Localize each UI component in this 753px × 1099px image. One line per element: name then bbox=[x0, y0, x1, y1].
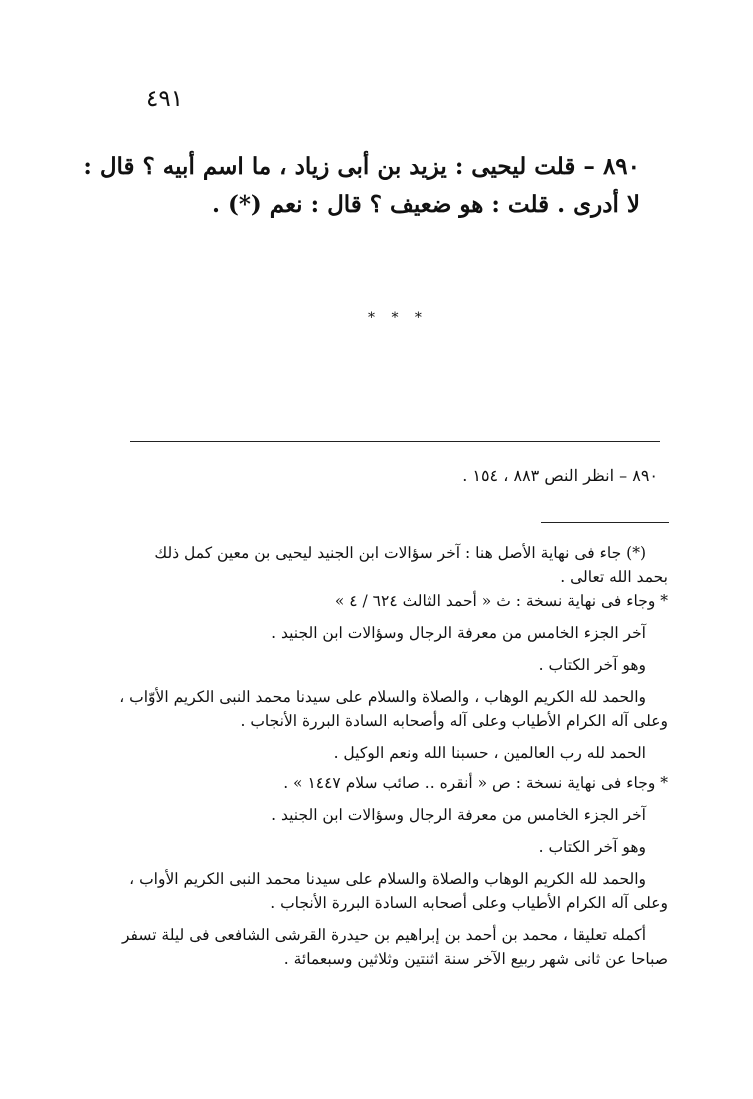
footnote-reference: ٨٩٠ – انظر النص ٨٨٣ ، ١٥٤ . bbox=[462, 466, 658, 485]
note-line: وعلى آله الكرام الأطياب وعلى آله وأصحابه السادة البررة الأنجاب . bbox=[240, 712, 668, 730]
notes-block bbox=[100, 544, 668, 968]
note-line: وهو آخر الكتاب . bbox=[538, 656, 646, 674]
note-line: صباحا عن ثانى شهر ربيع الآخر سنة اثنتين وثلاثين وسبعمائة . bbox=[283, 950, 668, 968]
note-line: * وجاء فى نهاية نسخة : ص « أنقره .. صائب سلام ١٤٤٧ » . bbox=[283, 774, 668, 792]
notes-divider bbox=[541, 522, 669, 523]
footnote-divider bbox=[130, 441, 660, 442]
page-number: ٤٩١ bbox=[146, 86, 184, 112]
note-line: آخر الجزء الخامس من معرفة الرجال وسؤالات ابن الجنيد . bbox=[271, 806, 646, 824]
note-line: الحمد لله رب العالمين ، حسبنا الله ونعم الوكيل . bbox=[333, 744, 646, 762]
note-line: والحمد لله الكريم الوهاب والصلاة والسلام على سيدنا محمد النبى الكريم الأواب ، bbox=[129, 870, 646, 888]
note-line: بحمد الله تعالى . bbox=[560, 568, 668, 586]
note-line: والحمد لله الكريم الوهاب ، والصلاة والسلام على سيدنا محمد النبى الكريم الأوّاب ، bbox=[119, 688, 646, 706]
entry-line-1: ٨٩٠ – قلت ليحيى : يزيد بن أبى زياد ، ما اسم أبيه ؟ قال : bbox=[83, 153, 640, 180]
note-line: وهو آخر الكتاب . bbox=[538, 838, 646, 856]
note-line: آخر الجزء الخامس من معرفة الرجال وسؤالات ابن الجنيد . bbox=[271, 624, 646, 642]
note-line: * وجاء فى نهاية نسخة : ث « أحمد الثالث ٦٢٤ / ٤ » bbox=[334, 592, 668, 610]
entry-line-2: لا أدرى . قلت : هو ضعيف ؟ قال : نعم (*) . bbox=[211, 191, 640, 218]
note-line: (*) جاء فى نهاية الأصل هنا : آخر سؤالات ابن الجنيد ليحيى بن معين كمل ذلك bbox=[154, 544, 646, 562]
section-separator: * * * bbox=[368, 310, 428, 326]
note-line: أكمله تعليقا ، محمد بن أحمد بن إبراهيم بن حيدرة القرشى الشافعى فى ليلة تسفر bbox=[121, 926, 646, 944]
entry-text bbox=[80, 148, 640, 224]
note-line: وعلى آله الكرام الأطياب وعلى أصحابه السادة البررة الأنجاب . bbox=[270, 894, 668, 912]
